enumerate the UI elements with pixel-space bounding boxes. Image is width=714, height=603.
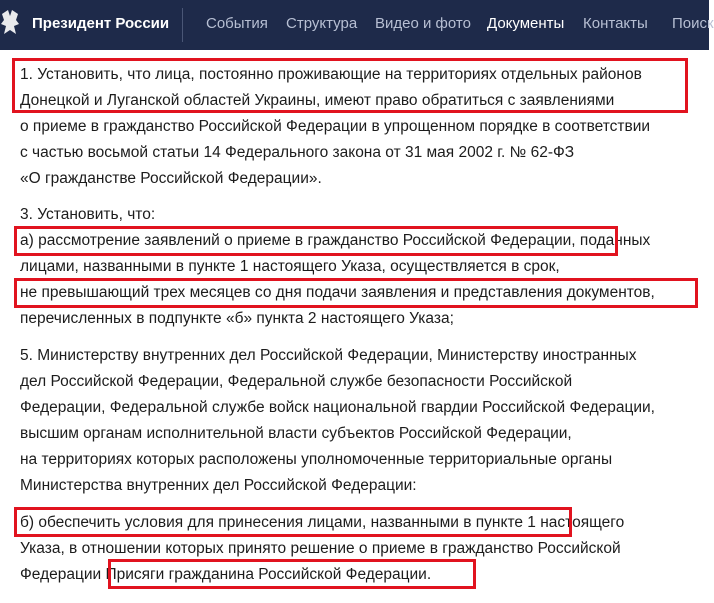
nav-divider [182, 8, 183, 42]
text-line: 1. Установить, что лица, постоянно проживающие на территориях отдельных районов [20, 66, 642, 83]
text-line: перечисленных в подпункте «б» пункта 2 настоящего Указа; [20, 310, 454, 327]
emblem-icon [0, 6, 20, 42]
nav-item-events[interactable]: События [206, 15, 268, 32]
text-line: дел Российской Федерации, Федеральной службе безопасности Российской [20, 373, 573, 390]
text-line: 3. Установить, что: [20, 206, 156, 223]
document-content [0, 50, 709, 603]
site-title[interactable]: Президент России [32, 15, 170, 32]
text-line: «О гражданстве Российской Федерации». [20, 170, 322, 187]
text-line: не превышающий трех месяцев со дня подачи заявления и представления документов, [20, 284, 655, 301]
text-line: Указа, в отношении которых принято решение о приеме в гражданство Российской [20, 540, 621, 557]
text-line: а) рассмотрение заявлений о приеме в гражданство Российской Федерации, поданных [20, 232, 651, 249]
text-line: Федерации, Федеральной службе войск национальной гвардии Российской Федерации, [20, 399, 655, 416]
text-line: лицами, названными в пункте 1 настоящего Указа, осуществляется в срок, [20, 258, 560, 275]
top-navbar [0, 0, 714, 50]
text-line: б) обеспечить условия для принесения лицами, названными в пункте 1 настоящего [20, 514, 625, 531]
nav-item-video-photo[interactable]: Видео и фото [375, 15, 471, 32]
text-line: 5. Министерству внутренних дел Российской Федерации, Министерству иностранных [20, 347, 637, 364]
nav-item-contacts[interactable]: Контакты [583, 15, 648, 32]
text-line: Донецкой и Луганской областей Украины, имеют право обратиться с заявлениями [20, 92, 615, 109]
text-line: о приеме в гражданство Российской Федерации в упрощенном порядке в соответствии [20, 118, 651, 135]
text-line: Федерации Присяги гражданина Российской Федерации. [20, 566, 432, 583]
nav-item-search[interactable]: Поиск [672, 15, 714, 32]
nav-item-structure[interactable]: Структура [286, 15, 358, 32]
text-line: на территориях которых расположены уполномоченные территориальные органы [20, 451, 613, 468]
nav-item-documents[interactable]: Документы [487, 15, 565, 32]
text-line: Министерства внутренних дел Российской Федерации: [20, 477, 417, 494]
text-line: высшим органам исполнительной власти субъектов Российской Федерации, [20, 425, 572, 442]
text-line: с частью восьмой статьи 14 Федерального закона от 31 мая 2002 г. № 62-ФЗ [20, 144, 575, 161]
